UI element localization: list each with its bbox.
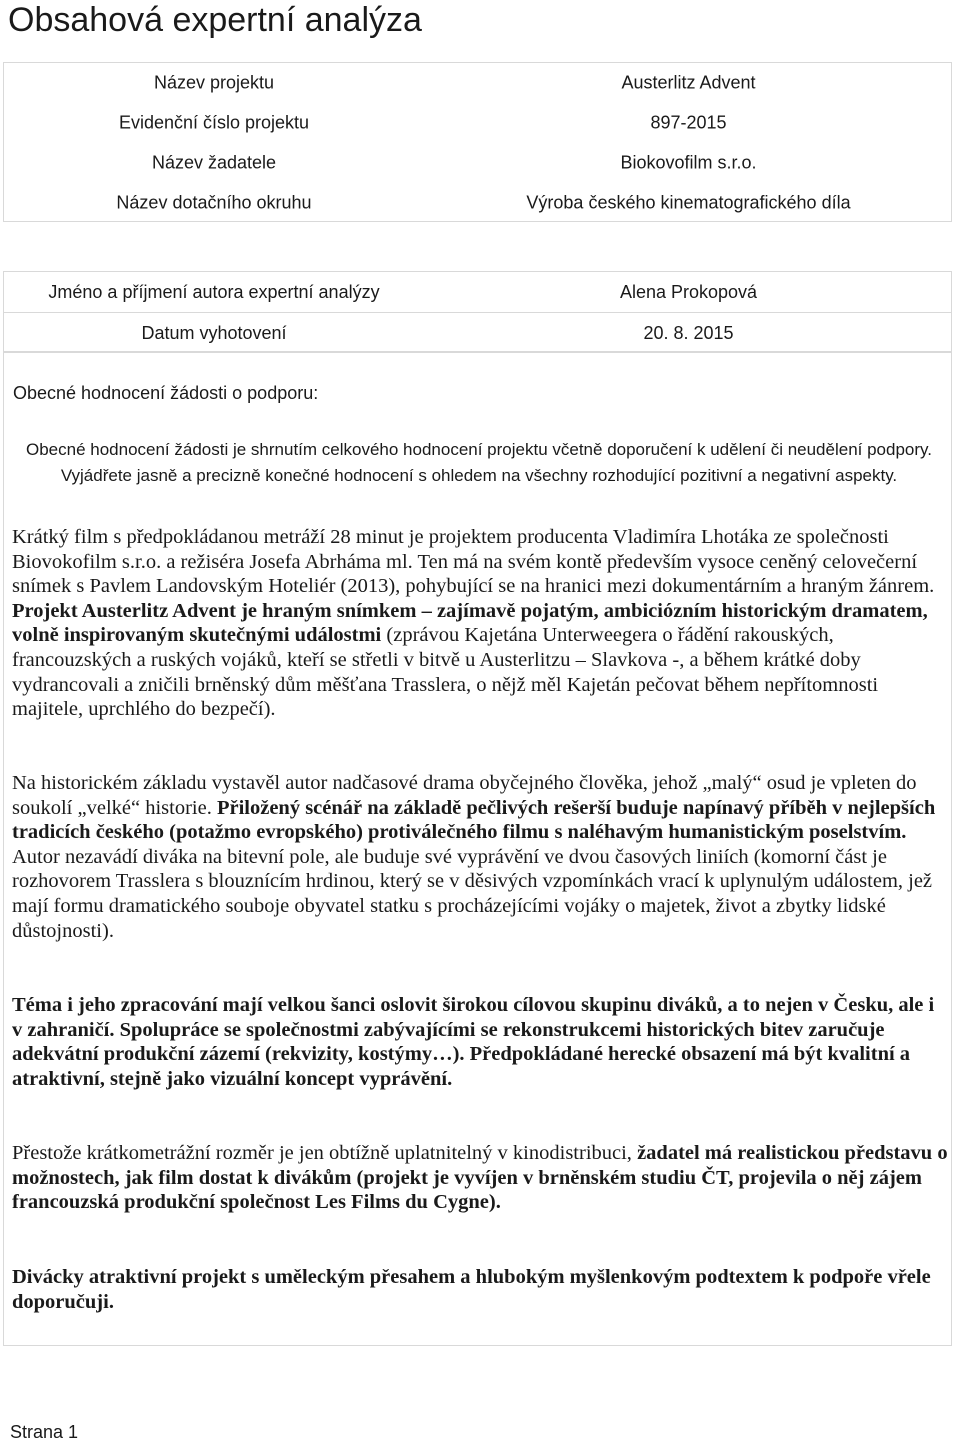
evaluation-paragraph-3	[12, 993, 948, 1091]
project-name-label: Název projektu	[153, 72, 275, 93]
table-row	[4, 183, 951, 223]
evaluation-paragraph-2	[12, 771, 948, 943]
paragraph-bold-text: Divácky atraktivní projekt s uměleckým přesahem a hlubokým myšlenkovým podtextem k podpoře vřele doporučuji.	[12, 1266, 931, 1313]
date-value: 20. 8. 2015	[643, 322, 734, 343]
author-name-label: Jméno a příjmení autora expertní analýzy	[48, 282, 380, 302]
evaluation-heading: Obecné hodnocení žádosti o podporu:	[13, 383, 319, 403]
paragraph-text: Na historickém základu vystavěl autor nadčasové drama obyčejného člověka, jehož „malý“ osud je vpleten do soukolí „velké“ historie.	[12, 772, 917, 819]
table-row	[4, 103, 951, 143]
registration-number-value: 897-2015	[650, 112, 727, 133]
paragraph-bold-text: Téma i jeho zpracování mají velkou šanci oslovit širokou cílovou skupinu diváků, a to nejen v Česku, ale i v zahraničí. Spolupráce se společnostmi zabývajícími se rekonstrukcemi historických bitev zaručuje adekvátní produkční zázemí (rekvizity, kostýmy…). Předpokládané herecké obsazení má být kvalitní a atraktivní, stejně jako vizuální koncept vyprávění.	[12, 994, 935, 1090]
applicant-name-value: Biokovofilm s.r.o.	[620, 152, 757, 173]
paragraph-bold-text: Přiložený scénář na základě pečlivých rešerší buduje napínavý příběh v nejlepších tradicích českého (potažmo evropského) protiválečného filmu s naléhavým humanistickým poselstvím.	[12, 796, 936, 844]
registration-number-label: Evidenční číslo projektu	[118, 112, 310, 133]
project-name-value: Austerlitz Advent	[621, 72, 756, 93]
grant-area-value: Výroba českého kinematografického díla	[526, 192, 851, 213]
paragraph-text: Přestože krátkometrážní rozměr je jen obtížně uplatnitelný v kinodistribuci,	[12, 1142, 638, 1164]
table-row	[4, 272, 951, 313]
table-row	[4, 143, 951, 183]
evaluation-section	[3, 352, 952, 1346]
evaluation-paragraph-5	[12, 1265, 948, 1314]
page-title: Obsahová expertní analýza	[8, 1, 422, 39]
paragraph-bold-text: Projekt Austerlitz Advent je hraným snímkem – zajímavě pojatým, ambiciózním historickým dramatem, volně inspirovaným skutečnými událostmi	[12, 599, 928, 647]
author-name-value: Alena Prokopová	[619, 282, 758, 302]
paragraph-text: (zprávou Kajetána Unterweegera o řádění rakouských, francouzských a ruských vojáků, kteří se střetli v bitvě u Austerlitzu – Slavkova -, a během krátké doby vydrancovali a zničili brněnský dům měšťana Trasslera, o nějž měl Kajetán pečovat během nepřítomnosti majitele, uprchlého do bezpečí).	[12, 624, 879, 721]
applicant-name-label: Název žadatele	[151, 152, 277, 173]
paragraph-text: Krátký film s předpokládanou metráží 28 minut je projektem producenta Vladimíra Lhotáka ze společnosti Biovokofilm s.r.o. a režiséra Josefa Abrháma ml. Ten má na svém kontě především vysoce ceněný celovečerní snímek s Pavlem Landovským Hoteliér (2013), pohybující se na hranici mezi dokumentárním a hraným žánrem.	[12, 526, 935, 598]
evaluation-paragraph-4	[12, 1141, 948, 1215]
evaluation-instructions: Obecné hodnocení žádosti je shrnutím celkového hodnocení projektu včetně doporučení k udělení či neudělení podpory. Vyjádřete jasně a precizně konečné hodnocení s ohledem na všechny rozhodující pozitivní a negativní aspekty.	[25, 440, 932, 485]
evaluation-paragraph-1	[12, 525, 948, 722]
page-number: Strana 1	[10, 1422, 79, 1442]
project-info-table	[3, 62, 952, 222]
date-label: Datum vyhotovení	[141, 322, 287, 343]
author-info-table	[3, 271, 952, 352]
table-row	[4, 312, 951, 353]
paragraph-text: Autor nezavádí diváka na bitevní pole, ale buduje své vyprávění ve dvou časových liniích (komorní část je rozhovorem Trasslera s blouznícím hrdinou, který se v děsivých vzpomínkách vrací k uplynulým událostem, jež mají formu dramatického souboje obyvatel statku s procházejícími vojáky o majetek, život a zbytky lidské důstojnosti).	[12, 845, 933, 942]
table-row	[4, 63, 951, 103]
paragraph-bold-text: žadatel má realistickou představu o možnostech, jak film dostat k divákům (projekt je vyvíjen v brněnském studiu ČT, projevila o něj zájem francouzská produkční společnost Les Films du Cygne).	[12, 1142, 948, 1214]
grant-area-label: Název dotačního okruhu	[116, 192, 312, 213]
